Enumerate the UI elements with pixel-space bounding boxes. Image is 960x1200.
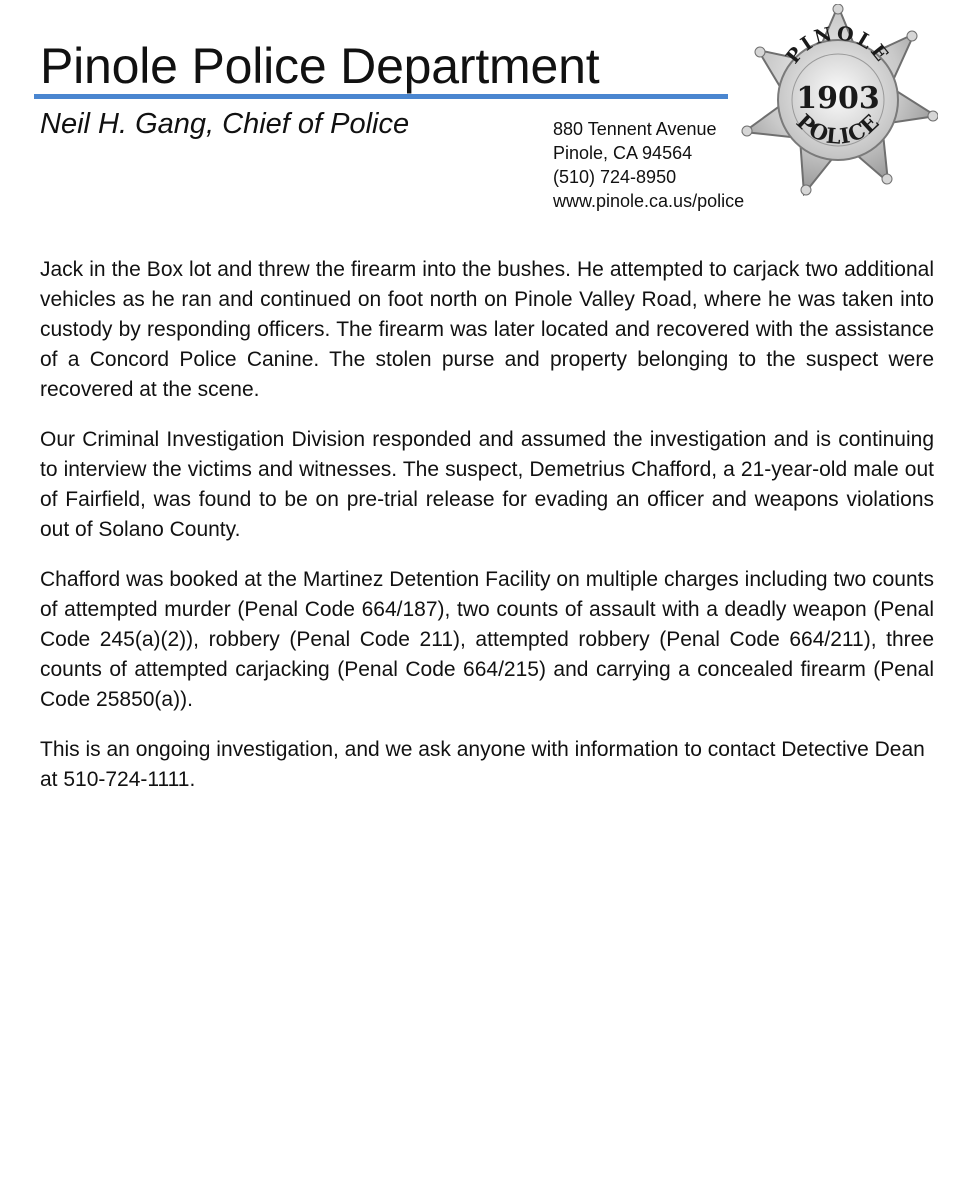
address-street: 880 Tennent Avenue bbox=[553, 119, 717, 139]
police-badge-icon bbox=[738, 4, 938, 196]
badge-year: 1903 bbox=[796, 81, 880, 116]
chief-name: Neil H. Gang, Chief of Police bbox=[40, 108, 410, 140]
badge-bottom-text: POLICE bbox=[791, 108, 885, 149]
contact-address bbox=[553, 117, 744, 213]
header-divider bbox=[34, 94, 728, 99]
department-title: Pinole Police Department bbox=[40, 38, 600, 94]
paragraph-3: Chafford was booked at the Martinez Detention Facility on multiple charges including two counts of attempted murder (Penal Code 664/187), two counts of assault with a deadly weapon (Penal Code 245(a)(2)), robbery (Penal Code 211), attempted robbery (Penal Code 664/211), three counts of attempted carjacking (Penal Code 664/215) and carrying a concealed firearm (Penal Code 25850(a)). bbox=[40, 568, 934, 711]
paragraph-2: Our Criminal Investigation Division responded and assumed the investigation and is continuing to interview the victims and witnesses. The suspect, Demetrius Chafford, a 21-year-old male out of Fairfield, was found to be on pre-trial release for evading an officer and weapons violations out of Solano County. bbox=[40, 428, 934, 541]
address-city: Pinole, CA 94564 bbox=[553, 143, 693, 163]
paragraph-1: Jack in the Box lot and threw the firearm into the bushes. He attempted to carjack two additional vehicles as he ran and continued on foot north on Pinole Valley Road, where he was taken into custody by responding officers. The firearm was later located and recovered with the assistance of a Concord Police Canine. The stolen purse and property belonging to the suspect were recovered at the scene. bbox=[40, 258, 934, 401]
badge-top-text: PINOLE bbox=[781, 22, 895, 68]
release-body bbox=[40, 255, 934, 815]
address-website: www.pinole.ca.us/police bbox=[553, 191, 745, 211]
address-phone: (510) 724-8950 bbox=[553, 167, 677, 187]
paragraph-4: This is an ongoing investigation, and we ask anyone with information to contact Detective Dean at 510-724-1111. bbox=[40, 738, 925, 791]
